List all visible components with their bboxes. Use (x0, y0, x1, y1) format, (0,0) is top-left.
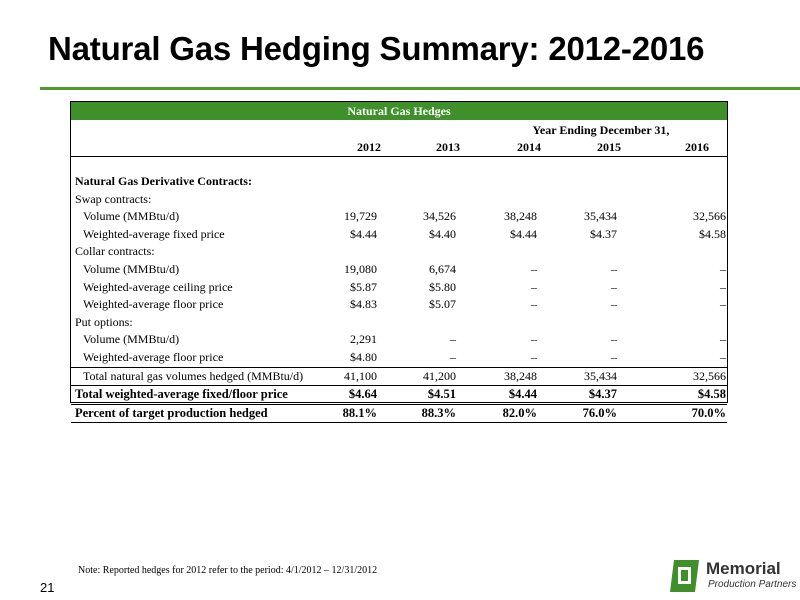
table-cell: – (450, 332, 456, 347)
table-cell: $4.44 (350, 226, 377, 241)
year-header-cell: 2012 (357, 140, 381, 154)
table-row (71, 404, 727, 424)
table-cell: 88.1% (342, 405, 377, 420)
table-cell: – (531, 297, 537, 312)
table-cell: – (611, 261, 617, 276)
table-cell: $5.80 (429, 279, 456, 294)
table-row (71, 349, 727, 367)
row-label: Weighted-average ceiling price (83, 279, 233, 294)
table-cell: – (720, 261, 726, 276)
table-cell: 38,248 (504, 209, 537, 224)
table-row (71, 191, 727, 209)
year-header-cell: 2015 (597, 140, 621, 154)
row-label: Percent of target production hedged (75, 405, 268, 420)
table-row (71, 226, 727, 244)
table-cell: $4.83 (350, 297, 377, 312)
table-row (71, 331, 727, 349)
table-cell: 76.0% (582, 405, 617, 420)
hedges-table (70, 101, 728, 420)
table-cell: – (531, 279, 537, 294)
page-number: 21 (40, 580, 55, 595)
table-cell: – (611, 297, 617, 312)
row-label: Put options: (75, 314, 133, 329)
table-cell: – (720, 349, 726, 364)
table-cell: $4.80 (350, 349, 377, 364)
table-cell: – (720, 279, 726, 294)
table-row (71, 296, 727, 314)
row-label: Volume (MMBtu/d) (83, 209, 180, 224)
table-cell: 88.3% (421, 405, 456, 420)
table-cell: $5.07 (429, 297, 456, 312)
table-cell: $4.64 (348, 387, 377, 402)
table-row (71, 385, 727, 404)
row-label: Total natural gas volumes hedged (MMBtu/d) (83, 368, 304, 383)
table-cell: – (720, 297, 726, 312)
table-row (71, 314, 727, 332)
table-cell: $4.44 (508, 387, 537, 402)
footnote: Note: Reported hedges for 2012 refer to the period: 4/1/2012 – 12/31/2012 (78, 565, 378, 576)
row-label: Natural Gas Derivative Contracts: (75, 174, 252, 188)
table-row (71, 367, 727, 386)
table-row (71, 279, 727, 297)
table-cell: – (531, 261, 537, 276)
row-label: Weighted-average floor price (83, 349, 224, 364)
year-header-cell: 2013 (436, 140, 460, 154)
row-label: Weighted-average floor price (83, 297, 224, 312)
title-divider (40, 87, 800, 90)
table-cell: 19,080 (344, 261, 377, 276)
logo-tagline: Production Partners (708, 579, 797, 590)
table-cell: 19,729 (344, 209, 377, 224)
logo-mark-icon (666, 557, 704, 595)
company-logo (666, 557, 800, 597)
table-cell: $4.58 (699, 226, 726, 241)
table-cell: 34,526 (423, 209, 456, 224)
table-cell: 32,566 (693, 209, 726, 224)
table-row (71, 173, 727, 191)
year-ending-label: Year Ending December 31, (532, 123, 670, 137)
row-label: Swap contracts: (75, 191, 152, 206)
row-label: Volume (MMBtu/d) (83, 332, 180, 347)
table-row (71, 208, 727, 226)
table-cell: 82.0% (502, 405, 537, 420)
row-label: Collar contracts: (75, 244, 155, 259)
table-cell: $4.51 (427, 387, 456, 402)
page-title: Natural Gas Hedging Summary: 2012-2016 (48, 30, 705, 67)
table-cell: $4.44 (510, 226, 537, 241)
table-cell: 2,291 (350, 332, 377, 347)
table-row (71, 243, 727, 261)
table-cell: – (450, 349, 456, 364)
table-cell: 41,200 (423, 368, 456, 383)
table-cell: – (611, 332, 617, 347)
year-header-row (71, 139, 727, 157)
table-body (71, 173, 727, 423)
table-cell: 35,434 (584, 368, 617, 383)
table-cell: 35,434 (584, 209, 617, 224)
table-cell: $4.40 (429, 226, 456, 241)
table-cell: – (531, 349, 537, 364)
table-cell: $4.37 (588, 387, 617, 402)
year-header-cell: 2016 (685, 140, 709, 154)
table-cell: – (720, 332, 726, 347)
row-label: Volume (MMBtu/d) (83, 261, 180, 276)
table-cell: 41,100 (344, 368, 377, 383)
table-cell: – (611, 349, 617, 364)
table-cell: – (531, 332, 537, 347)
table-cell: $4.58 (697, 387, 726, 402)
table-cell: 6,674 (429, 261, 456, 276)
table-cell: $5.87 (350, 279, 377, 294)
logo-wordmark: Memorial (706, 559, 781, 578)
year-header-cell: 2014 (517, 140, 541, 154)
table-cell: $4.37 (590, 226, 617, 241)
table-cell: – (611, 279, 617, 294)
row-label: Weighted-average fixed price (83, 226, 225, 241)
table-cell: 70.0% (691, 405, 726, 420)
table-cell: 32,566 (693, 368, 726, 383)
table-row (71, 261, 727, 279)
table-header: Natural Gas Hedges (71, 102, 727, 120)
row-label: Total weighted-average fixed/floor price (75, 387, 288, 402)
table-cell: 38,248 (504, 368, 537, 383)
